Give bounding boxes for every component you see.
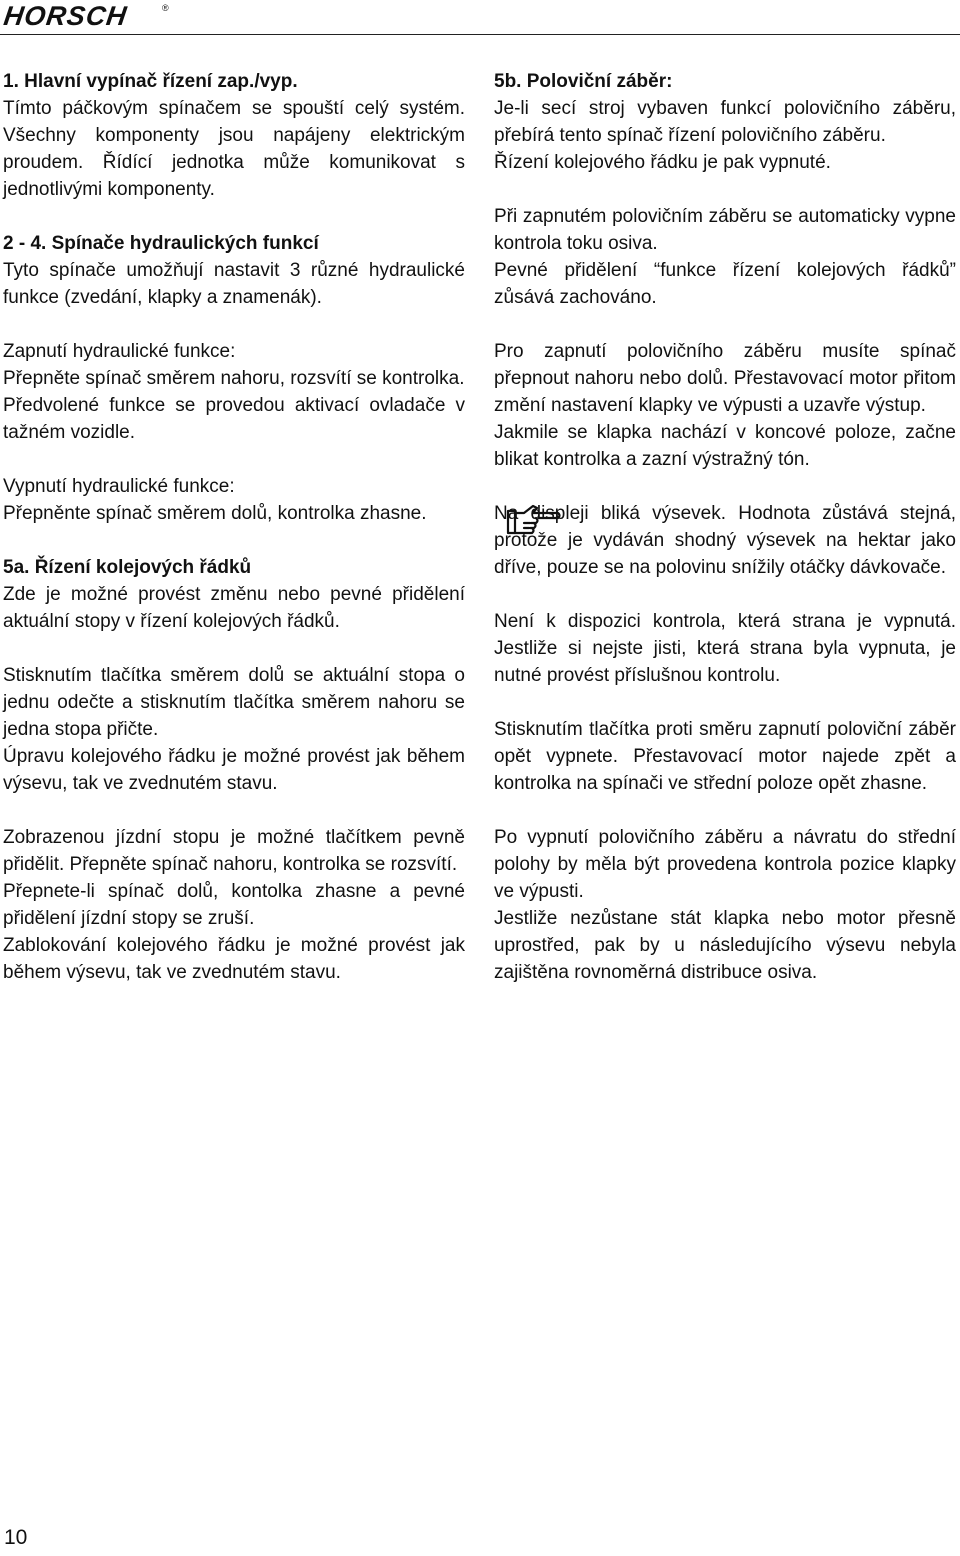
paragraph: Zablokování kolejového řádku je možné provést jak během výsevu, tak ve zvednutém stavu.	[3, 935, 465, 983]
paragraph: Pro zapnutí polovičního záběru musíte spínač přepnout nahoru nebo dolů. Přestavovací motor přitom změní nastavení klapky ve výpusti a uzavře výstup.	[494, 341, 956, 416]
paragraph: Úpravu kolejového řádku je možné provést jak během výsevu, tak ve zvednutém stavu.	[3, 746, 465, 794]
paragraph: Zobrazenou jízdní stopu je možné tlačítkem pevně přidělit. Přepněte spínač nahoru, kontrolka se rozsvítí.	[3, 827, 465, 875]
section-heading: 2 - 4. Spínače hydraulických funkcí	[3, 233, 319, 254]
paragraph: Vypnutí hydraulické funkce:	[3, 476, 235, 497]
paragraph: Při zapnutém polovičním záběru se automaticky vypne kontrola toku osiva.	[494, 206, 956, 254]
page-header	[0, 0, 960, 48]
paragraph: Tyto spínače umožňují nastavit 3 různé hydraulické funkce (zvedání, klapky a znamenák).	[3, 260, 465, 308]
paragraph: Zapnutí hydraulické funkce:	[3, 341, 236, 362]
right-column	[494, 68, 956, 986]
paragraph: Stisknutím tlačítka proti směru zapnutí poloviční záběr opět vypnete. Přestavovací motor najede zpět a kontrolka na spínači ve střední poloze opět zhasne.	[494, 719, 956, 794]
section-5a	[3, 554, 465, 635]
paragraph: Pevné přidělení “funkce řízení kolejových řádků” zůsává zachováno.	[494, 260, 956, 308]
section-1	[3, 68, 465, 203]
section-heading: 5a. Řízení kolejových řádků	[3, 557, 252, 578]
paragraph: Zde je možné provést změnu nebo pevné přidělení aktuální stopy v řízení kolejových řádků.	[3, 584, 465, 632]
section-heading: 1. Hlavní vypínač řízení zap./vyp.	[3, 71, 298, 92]
registered-mark: ®	[162, 3, 169, 13]
note-text: Na displeji bliká výsevek. Hodnota zůstává stejná, protože je vydáván shodný výsevek na hektar jako dříve, pouze se na polovinu snížily otáčky dávkovače.	[494, 503, 956, 578]
pointing-hand-icon	[506, 502, 562, 538]
section-2-4	[3, 230, 465, 311]
horsch-logo: HORSCH	[1, 1, 130, 31]
paragraph: Přepnete-li spínač dolů, kontolka zhasne a pevné přidělení jízdní stopy se zruší.	[3, 881, 465, 929]
section-heading: 5b. Poloviční záběr:	[494, 71, 673, 92]
paragraph: Jakmile se klapka nachází v koncové poloze, začne blikat kontrolka a zazní výstražný tón.	[494, 422, 956, 470]
paragraph: Řízení kolejového řádku je pak vypnuté.	[494, 152, 831, 173]
paragraph: Předvolené funkce se provedou aktivací ovladače v tažném vozidle.	[3, 395, 465, 443]
note-block	[494, 500, 956, 581]
page-number: 10	[4, 1526, 28, 1549]
paragraph: Není k dispozici kontrola, která strana je vypnutá. Jestliže si nejste jisti, která strana byla vypnuta, je nutné provést příslušnou kontrolu.	[494, 611, 956, 686]
paragraph: Přepněte spínač směrem nahoru, rozsvítí se kontrolka.	[3, 368, 465, 389]
paragraph: Tímto páčkovým spínačem se spouští celý systém. Všechny komponenty jsou napájeny elektrickým proudem. Řídící jednotka může komunikovat s jednotlivými komponenty.	[3, 98, 465, 200]
paragraph: Jestliže nezůstane stát klapka nebo motor přesně uprostřed, pak by u následujícího výsevu nebyla zajištěna rovnoměrná distribuce osiva.	[494, 908, 956, 983]
paragraph: Po vypnutí polovičního záběru a návratu do střední polohy by měla být provedena kontrola pozice klapky ve výpusti.	[494, 827, 956, 902]
paragraph: Je-li secí stroj vybaven funkcí polovičního záběru, přebírá tento spínač řízení polovičního záběru.	[494, 98, 956, 146]
header-rule	[0, 34, 960, 35]
paragraph: Stisknutím tlačítka směrem dolů se aktuální stopa o jednu odečte a stisknutím tlačítka směrem nahoru se jedna stopa přičte.	[3, 665, 465, 740]
left-column	[3, 68, 465, 986]
paragraph: Přepněnte spínač směrem dolů, kontrolka zhasne.	[3, 503, 427, 524]
section-5b	[494, 68, 956, 149]
